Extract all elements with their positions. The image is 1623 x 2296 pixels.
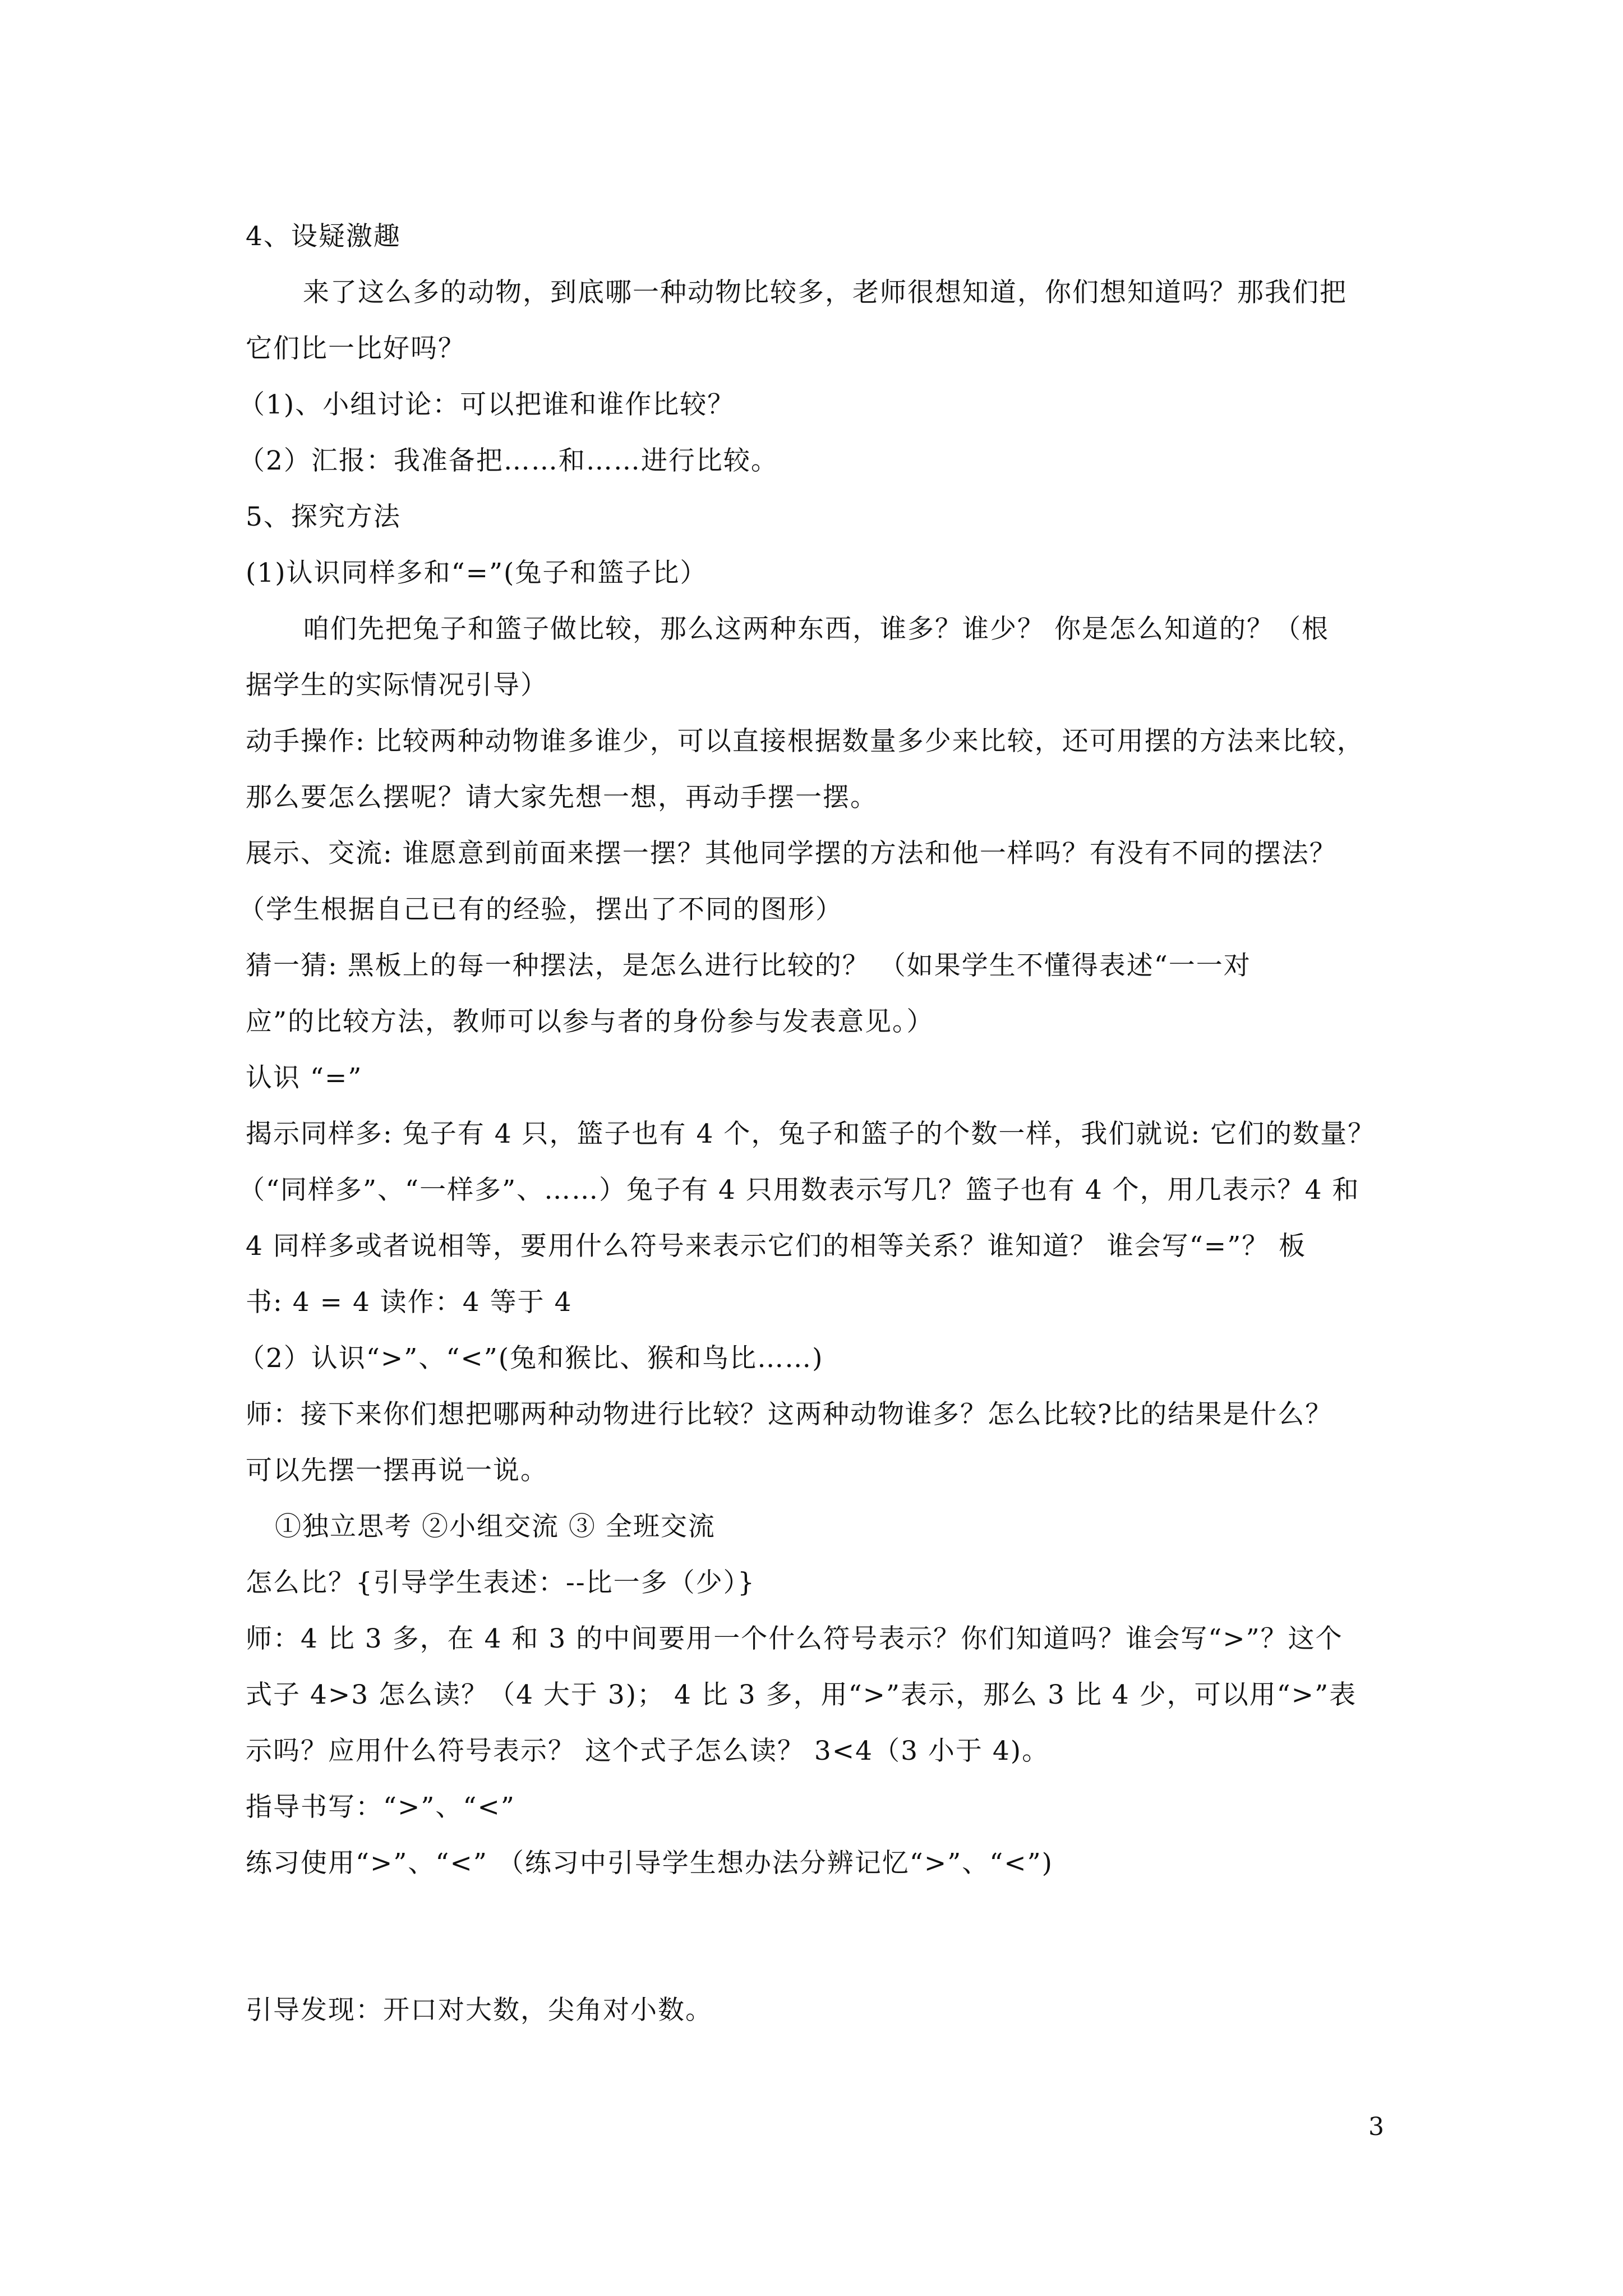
page-number: 3 <box>1368 2113 1385 2141</box>
paragraph-line: 指导书写：“>”、“<” <box>246 1792 515 1823</box>
paragraph-line: 可以先摆一摆再说一说。 <box>246 1455 548 1486</box>
paragraph-line: 揭示同样多: 兔子有 4 只，篮子也有 4 个，兔子和篮子的个数一样，我们就说: 它们的数量？ <box>246 1119 1376 1149</box>
paragraph-line: （1)、小组讨论：可以把谁和谁作比较？ <box>238 389 735 420</box>
section-heading-4: 4、设疑激趣 <box>246 221 401 252</box>
paragraph-line: 展示、交流: 谁愿意到前面来摆一摆？其他同学摆的方法和他一样吗？有没有不同的摆法？ <box>246 838 1337 869</box>
paragraph-line: 式子 4>3 怎么读？（4 大于 3)； 4 比 3 多，用“>”表示，那么 3 比 4 少，可以用“>”表 <box>246 1680 1357 1710</box>
paragraph-line: （2）汇报：我准备把……和……进行比较。 <box>238 445 778 476</box>
paragraph-line: 应”的比较方法，教师可以参与者的身份参与发表意见。） <box>246 1006 934 1037</box>
paragraph-line: （学生根据自己已有的经验，摆出了不同的图形） <box>238 894 843 925</box>
paragraph-line: 猜一猜: 黑板上的每一种摆法，是怎么进行比较的？ （如果学生不懂得表述“一一对 <box>246 950 1251 981</box>
paragraph-line: 师：接下来你们想把哪两种动物进行比较？这两种动物谁多？怎么比较?比的结果是什么？ <box>246 1399 1333 1430</box>
paragraph-line: ①独立思考 ②小组交流 ③ 全班交流 <box>275 1511 716 1542</box>
subsection-heading: (1)认识同样多和“=”(兔子和篮子比） <box>246 558 708 588</box>
subsection-heading: （2）认识“>”、“<”(兔和猴比、猴和鸟比……) <box>238 1343 824 1374</box>
paragraph-line: 练习使用“>”、“<” （练习中引导学生想办法分辨记忆“>”、“<”) <box>246 1848 1054 1879</box>
paragraph-line: （“同样多”、“一样多”、……）兔子有 4 只用数表示写几？篮子也有 4 个，用几表示？4 和 <box>238 1175 1360 1205</box>
section-heading-5: 5、探究方法 <box>246 501 401 532</box>
paragraph-line: 它们比一比好吗？ <box>246 333 465 364</box>
paragraph-line: 示吗？应用什么符号表示？ 这个式子怎么读？ 3<4（3 小于 4)。 <box>246 1736 1050 1766</box>
paragraph-line: 咱们先把兔子和篮子做比较，那么这两种东西，谁多？谁少？ 你是怎么知道的？（根 <box>303 614 1329 645</box>
paragraph-line: 怎么比？{引导学生表述：--比一多（少）} <box>246 1567 756 1598</box>
paragraph-line: 认识 “=” <box>246 1062 363 1093</box>
paragraph-line: 师：4 比 3 多，在 4 和 3 的中间要用一个什么符号表示？你们知道吗？谁会写“>”？这个 <box>246 1623 1343 1654</box>
paragraph-line: 4 同样多或者说相等，要用什么符号来表示它们的相等关系？谁知道？ 谁会写“=”？ 板 <box>246 1231 1307 1262</box>
paragraph-line: 来了这么多的动物，到底哪一种动物比较多，老师很想知道，你们想知道吗？那我们把 <box>303 277 1347 308</box>
paragraph-line: 引导发现：开口对大数，尖角对小数。 <box>246 1995 713 2026</box>
paragraph-line: 书: 4 = 4 读作：4 等于 4 <box>246 1287 573 1318</box>
paragraph-line: 动手操作: 比较两种动物谁多谁少，可以直接根据数量多少来比较，还可用摆的方法来比较， <box>246 726 1364 757</box>
paragraph-line: 那么要怎么摆呢？请大家先想一想，再动手摆一摆。 <box>246 782 878 813</box>
paragraph-line: 据学生的实际情况引导） <box>246 670 548 701</box>
